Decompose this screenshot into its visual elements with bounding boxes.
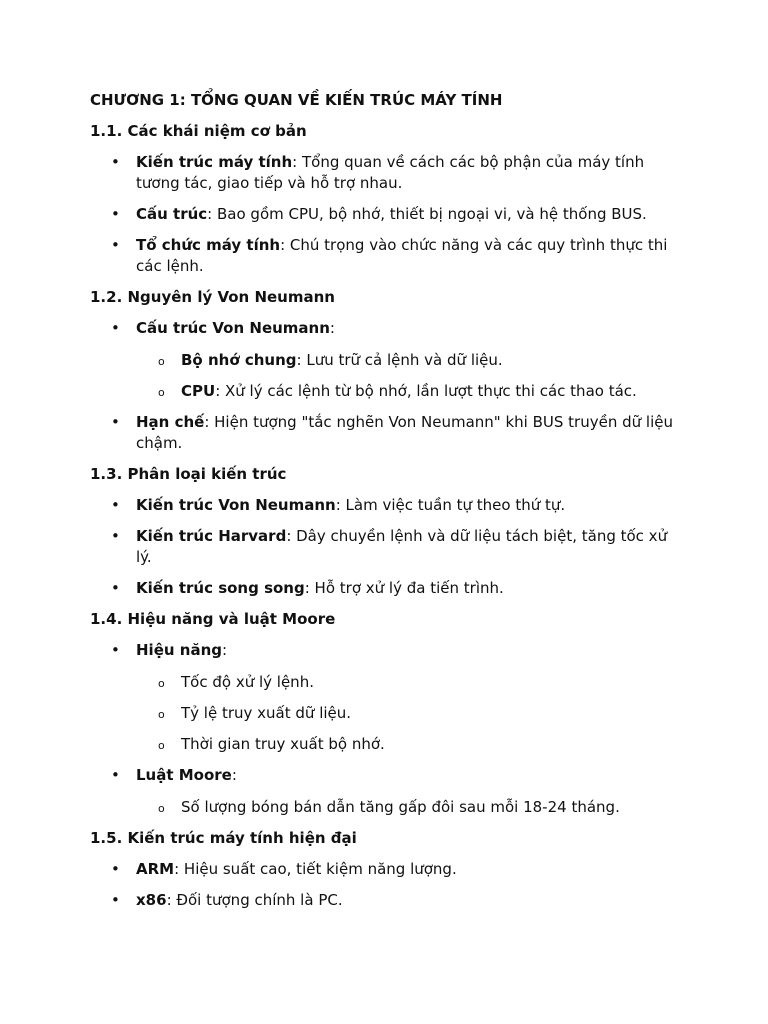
bullet-list [90, 640, 680, 818]
list-item-bullet-icon: • [111, 319, 120, 337]
section-heading: 1.2. Nguyên lý Von Neumann [90, 288, 335, 306]
sub-bullet-list [136, 797, 680, 818]
list-item-bullet-icon: • [111, 413, 120, 431]
list-item-text: : Hỗ trợ xử lý đa tiến trình. [304, 579, 504, 597]
list-item-text: : Đối tượng chính là PC. [166, 891, 343, 909]
chapter-title: CHƯƠNG 1: TỔNG QUAN VỀ KIẾN TRÚC MÁY TÍNH [90, 91, 503, 109]
list-item-content [136, 205, 647, 223]
list-item-content [136, 413, 673, 452]
list-item-content [136, 766, 237, 784]
sub-list-item-text: Tỷ lệ truy xuất dữ liệu. [181, 704, 352, 722]
list-item [90, 859, 680, 880]
list-item-term: Kiến trúc máy tính [136, 153, 293, 171]
list-item-text: : Tổng quan về cách các bộ phận của máy tính tương tác, giao tiếp và hỗ trợ nhau. [136, 153, 645, 192]
section-heading: 1.1. Các khái niệm cơ bản [90, 122, 307, 140]
list-item-bullet-icon: • [111, 860, 120, 878]
list-item [90, 412, 680, 454]
list-item-term: x86 [136, 891, 167, 909]
list-item-term: Kiến trúc song song [136, 579, 305, 597]
list-item-text: : Hiện tượng "tắc nghẽn Von Neumann" khi BUS truyền dữ liệu chậm. [136, 413, 673, 452]
list-item [90, 495, 680, 516]
list-item-content [136, 579, 504, 597]
list-item-term: Kiến trúc Harvard [136, 527, 287, 545]
list-item-term: Kiến trúc Von Neumann [136, 496, 336, 514]
list-item-text: : [231, 766, 237, 784]
list-item [90, 640, 680, 755]
section-heading: 1.3. Phân loại kiến trúc [90, 465, 287, 483]
sub-list-item-text: Tốc độ xử lý lệnh. [181, 673, 314, 691]
list-item-text: : [222, 641, 228, 659]
sub-list-item-content [181, 673, 314, 691]
sub-list-item-content [181, 798, 620, 816]
sub-list-item-bullet-icon: o [158, 802, 165, 815]
sub-list-item-content [181, 704, 351, 722]
list-item-bullet-icon: • [111, 205, 120, 223]
list-item [90, 890, 680, 911]
sub-list-item-bullet-icon: o [158, 355, 165, 368]
document-body [90, 90, 680, 921]
sub-bullet-list [136, 672, 680, 755]
sub-list-item-content [181, 735, 385, 753]
sub-list-item-text: : Lưu trữ cả lệnh và dữ liệu. [296, 351, 503, 369]
sub-list-item-content [181, 351, 503, 369]
list-item-term: Luật Moore [136, 766, 232, 784]
bullet-list [90, 859, 680, 911]
list-item-term: Cấu trúc Von Neumann [136, 319, 330, 337]
sub-list-item-bullet-icon: o [158, 708, 165, 721]
list-item [90, 318, 680, 402]
list-item-term: Hiệu năng [136, 641, 222, 659]
list-item-content [136, 860, 457, 878]
list-item-term: Hạn chế [136, 413, 205, 431]
sub-bullet-list [136, 350, 680, 402]
list-item-content [136, 236, 667, 275]
section-heading: 1.4. Hiệu năng và luật Moore [90, 610, 336, 628]
list-item-bullet-icon: • [111, 153, 120, 171]
sub-list-item-bullet-icon: o [158, 386, 165, 399]
sub-list-item-term: CPU [181, 382, 216, 400]
bullet-list [90, 152, 680, 277]
sub-list-item-bullet-icon: o [158, 677, 165, 690]
list-item-text: : Dây chuyền lệnh và dữ liệu tách biệt, tăng tốc xử lý. [136, 527, 668, 566]
list-item [90, 152, 680, 194]
bullet-list [90, 318, 680, 454]
section-heading: 1.5. Kiến trúc máy tính hiện đại [90, 829, 357, 847]
list-item-text: : Chú trọng vào chức năng và các quy trình thực thi các lệnh. [136, 236, 668, 275]
list-item-content [136, 891, 343, 909]
list-item-bullet-icon: • [111, 527, 120, 545]
sub-list-item [136, 381, 680, 402]
list-item-content [136, 153, 644, 192]
list-item-bullet-icon: • [111, 891, 120, 909]
list-item [90, 526, 680, 568]
list-item-content [136, 527, 667, 566]
list-item [90, 578, 680, 599]
list-item-text: : Hiệu suất cao, tiết kiệm năng lượng. [174, 860, 457, 878]
list-item-term: Tổ chức máy tính [136, 236, 281, 254]
list-item-bullet-icon: • [111, 496, 120, 514]
sub-list-item-text: Thời gian truy xuất bộ nhớ. [181, 735, 385, 753]
sub-list-item-text: Số lượng bóng bán dẫn tăng gấp đôi sau mỗi 18-24 tháng. [181, 798, 620, 816]
bullet-list [90, 495, 680, 599]
sub-list-item [136, 672, 680, 693]
list-item-term: Cấu trúc [136, 205, 208, 223]
list-item-bullet-icon: • [111, 236, 120, 254]
sub-list-item-bullet-icon: o [158, 739, 165, 752]
sub-list-item-text: : Xử lý các lệnh từ bộ nhớ, lần lượt thực thi các thao tác. [215, 382, 637, 400]
list-item-content [136, 496, 565, 514]
sub-list-item-term: Bộ nhớ chung [181, 351, 297, 369]
list-item-term: ARM [136, 860, 175, 878]
sub-list-item [136, 703, 680, 724]
list-item-text: : Làm việc tuần tự theo thứ tự. [335, 496, 566, 514]
list-item-content [136, 641, 227, 659]
sub-list-item [136, 734, 680, 755]
list-item-content [136, 319, 335, 337]
list-item-bullet-icon: • [111, 766, 120, 784]
list-item [90, 765, 680, 818]
list-item-text: : [329, 319, 335, 337]
list-item [90, 204, 680, 225]
list-item-text: : Bao gồm CPU, bộ nhớ, thiết bị ngoại vi, và hệ thống BUS. [207, 205, 647, 223]
sub-list-item-content [181, 382, 637, 400]
list-item-bullet-icon: • [111, 641, 120, 659]
list-item [90, 235, 680, 277]
list-item-bullet-icon: • [111, 579, 120, 597]
sub-list-item [136, 797, 680, 818]
sub-list-item [136, 350, 680, 371]
